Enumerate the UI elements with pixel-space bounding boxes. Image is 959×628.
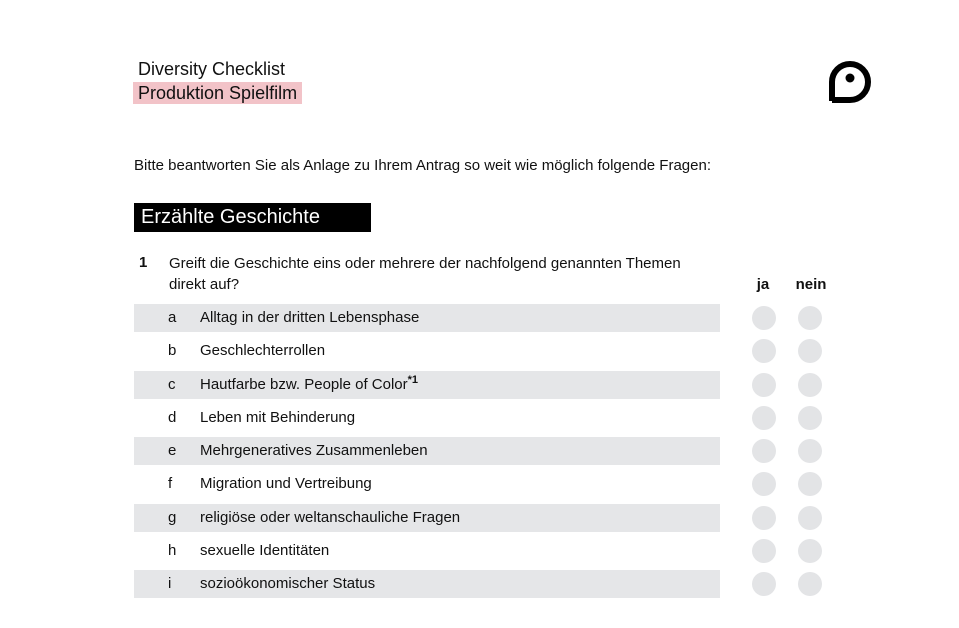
radio-nein-a[interactable]	[798, 306, 822, 330]
option-label	[200, 408, 355, 428]
option-letter: i	[168, 575, 172, 593]
radio-nein-e[interactable]	[798, 439, 822, 463]
option-label	[200, 574, 375, 594]
option-letter: a	[168, 309, 177, 326]
column-header-ja: ja	[756, 276, 770, 293]
option-label-text: Alltag in der dritten Lebensphase	[200, 309, 420, 326]
option-label-text: sozioökonomischer Status	[200, 575, 376, 593]
radio-ja-b[interactable]	[752, 339, 776, 363]
document-subtitle: Produktion Spielfilm	[133, 82, 302, 104]
option-label-text: Leben mit Behinderung	[200, 408, 356, 426]
radio-nein-d[interactable]	[798, 406, 822, 430]
radio-nein-c[interactable]	[798, 373, 822, 397]
option-row-i	[134, 570, 834, 603]
option-row-a	[134, 304, 834, 337]
option-label	[200, 341, 325, 361]
option-label-text: Mehrgeneratives Zusammenleben	[200, 442, 428, 460]
radio-nein-i[interactable]	[798, 572, 822, 596]
option-row-d	[134, 404, 834, 437]
option-letter: f	[168, 475, 173, 493]
intro-text: Bitte beantworten Sie als Anlage zu Ihrem Antrag so weit wie möglich folgende Fragen:	[134, 157, 711, 174]
option-row-h	[134, 537, 834, 570]
footnote-marker[interactable]: *1	[407, 373, 419, 386]
option-label-text: sexuelle Identitäten	[200, 542, 330, 560]
radio-ja-i[interactable]	[752, 572, 776, 596]
question-number: 1	[139, 254, 148, 271]
option-label	[200, 308, 419, 328]
option-letter: b	[168, 342, 177, 360]
option-label-text: religiöse oder weltanschauliche Fragen	[200, 508, 461, 526]
option-letter: g	[168, 508, 177, 526]
radio-ja-h[interactable]	[752, 539, 776, 563]
option-label	[200, 541, 329, 561]
option-row-c	[134, 371, 834, 404]
radio-ja-f[interactable]	[752, 472, 776, 496]
option-row-b	[134, 337, 834, 370]
option-letter: e	[168, 442, 177, 460]
document-title: Diversity Checklist	[138, 59, 286, 79]
radio-ja-d[interactable]	[752, 406, 776, 430]
option-letter: c	[168, 375, 176, 393]
radio-ja-e[interactable]	[752, 439, 776, 463]
option-letter: h	[168, 542, 177, 560]
radio-ja-g[interactable]	[752, 506, 776, 530]
radio-nein-b[interactable]	[798, 339, 822, 363]
option-label-text: Migration und Vertreibung	[200, 475, 372, 493]
option-label	[200, 441, 428, 461]
column-header-nein: nein	[795, 276, 827, 293]
question-text: Greift die Geschichte eins oder mehrere der nachfolgend genannten Themen direkt auf?	[169, 255, 681, 293]
option-label	[200, 508, 460, 528]
speech-bubble-logo-icon	[824, 57, 876, 107]
radio-nein-g[interactable]	[798, 506, 822, 530]
option-row-g	[134, 504, 834, 537]
option-label-text: Geschlechterrollen	[200, 342, 326, 360]
option-label-text: Hautfarbe bzw. People of Color	[200, 375, 408, 393]
options-list	[134, 304, 834, 604]
option-label	[200, 474, 372, 494]
radio-nein-f[interactable]	[798, 472, 822, 496]
option-label	[200, 375, 418, 395]
radio-ja-a[interactable]	[752, 306, 776, 330]
radio-ja-c[interactable]	[752, 373, 776, 397]
section-heading: Erzählte Geschichte	[134, 203, 371, 232]
option-letter: d	[168, 408, 177, 426]
radio-nein-h[interactable]	[798, 539, 822, 563]
option-row-e	[134, 437, 834, 470]
option-row-f	[134, 470, 834, 503]
